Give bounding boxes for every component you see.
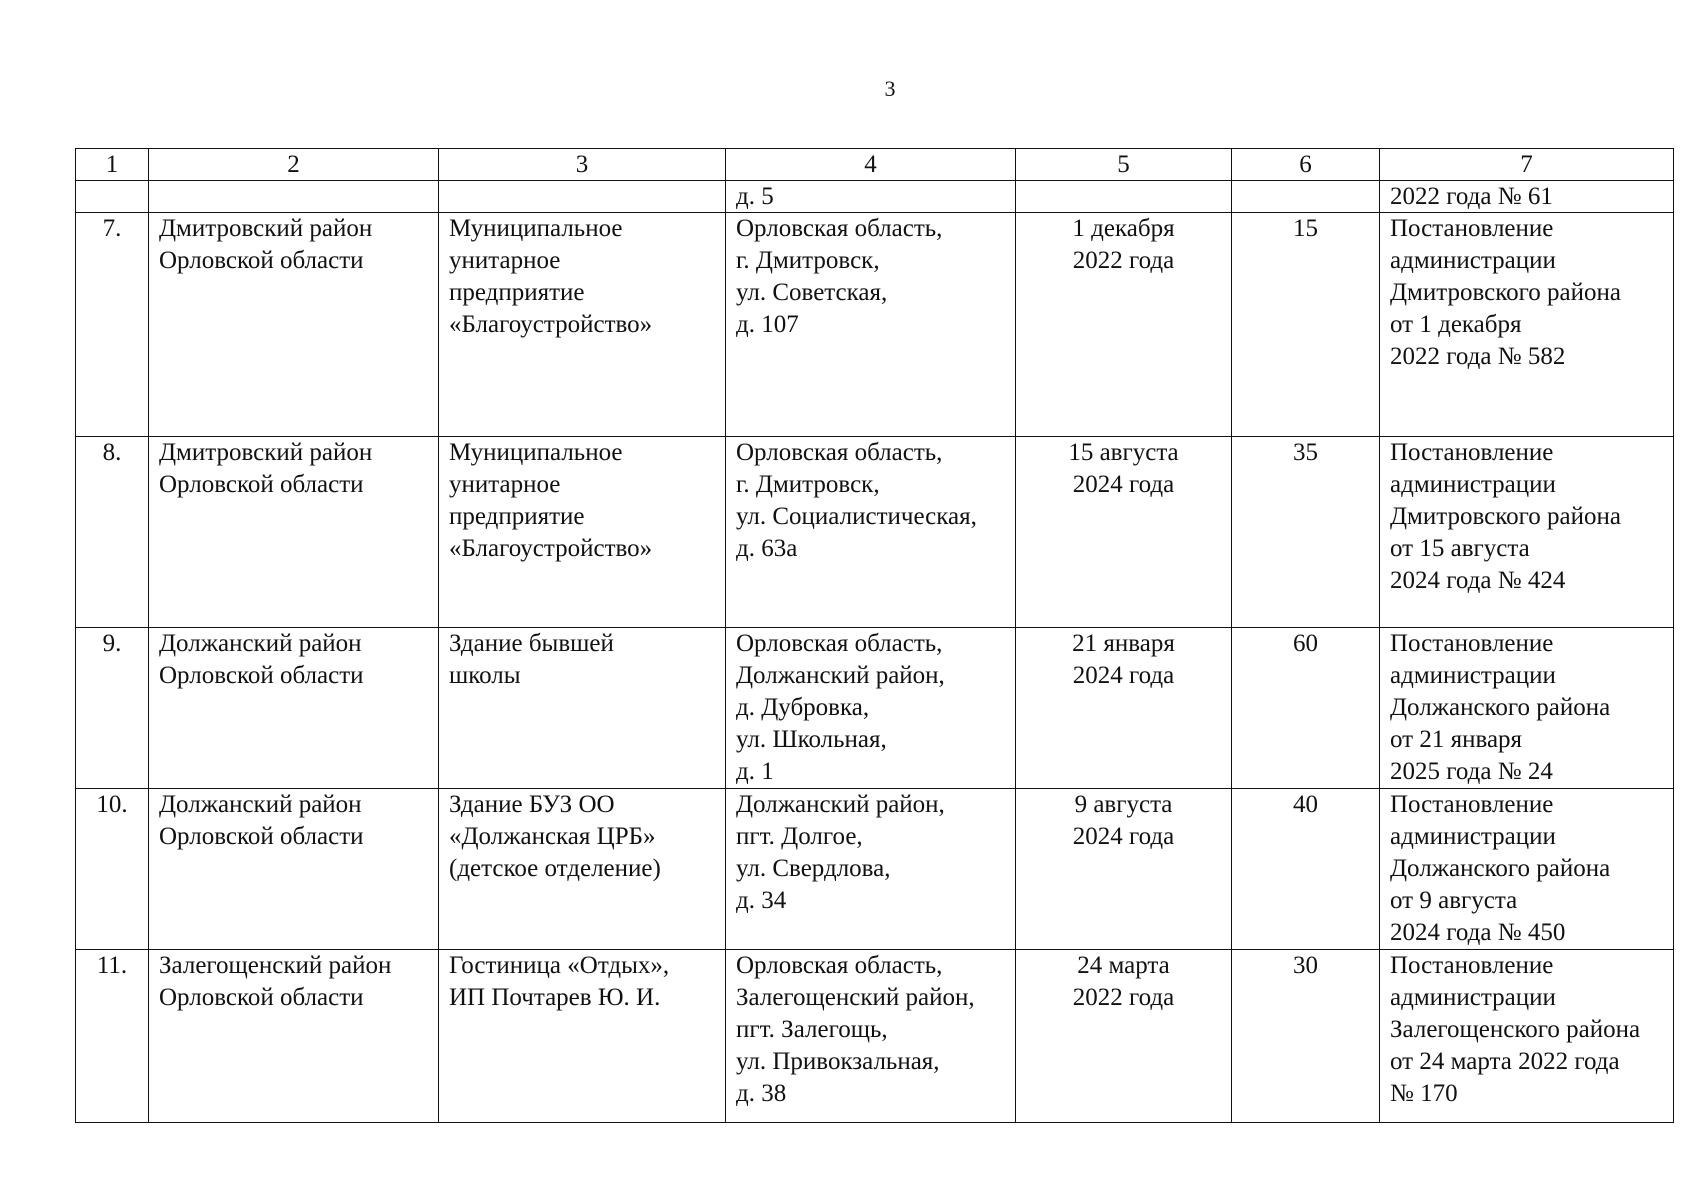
text-line: Муниципальное [449, 215, 623, 242]
text-line: Должанского района [1390, 694, 1611, 721]
text-line: Дмитровского района [1390, 279, 1621, 306]
text-line: 1 декабря [1072, 215, 1175, 242]
text-line: Залегощенский район [159, 952, 392, 979]
text-line: № 170 [1390, 1080, 1458, 1107]
cell-district [149, 437, 439, 628]
cell-district [149, 213, 439, 437]
text-line: Орловской области [159, 662, 364, 689]
text-line: д. Дубровка, [736, 694, 870, 721]
cell-district [149, 628, 439, 789]
cell-date [1016, 437, 1232, 628]
cell-date [1016, 628, 1232, 789]
text-line: унитарное [449, 471, 561, 498]
cell-address [726, 789, 1016, 950]
table-row [76, 213, 1674, 437]
text-line: 2024 года [1072, 662, 1175, 689]
text-line: Орловская область, [736, 630, 943, 657]
text-line: Муниципальное [449, 439, 623, 466]
text-line: ул. Свердлова, [736, 855, 891, 882]
text-line: Дмитровского района [1390, 503, 1621, 530]
text-line: «Благоустройство» [449, 535, 653, 562]
text-line: 2024 года [1072, 471, 1175, 498]
column-number: 4 [726, 149, 1016, 181]
text-line: Орловская область, [736, 439, 943, 466]
text-line: от 15 августа [1390, 535, 1530, 562]
text-line: предприятие [449, 279, 585, 306]
cell-address [726, 628, 1016, 789]
text-line: унитарное [449, 247, 561, 274]
cell-document [1380, 628, 1674, 789]
text-line: ул. Социалистическая, [736, 503, 977, 530]
column-number: 7 [1380, 149, 1674, 181]
text-line: 2024 года № 424 [1390, 567, 1566, 594]
text-line: Залегощенский район, [736, 984, 975, 1011]
text-line: 2022 года № 582 [1390, 343, 1566, 370]
text-line: г. Дмитровск, [736, 247, 880, 274]
text-line: д. 107 [736, 311, 799, 338]
text-line: Постановление [1390, 952, 1554, 979]
cell-document: 2022 года № 61 [1380, 181, 1674, 213]
cell-count: 35 [1232, 437, 1380, 628]
table-row [76, 950, 1674, 1123]
cell-row-number: 8. [76, 437, 149, 628]
cell-document [1380, 950, 1674, 1123]
cell-document [1380, 789, 1674, 950]
cell-row-number: 7. [76, 213, 149, 437]
column-number: 6 [1232, 149, 1380, 181]
cell-empty [1016, 181, 1232, 213]
column-number: 3 [439, 149, 726, 181]
text-line: Постановление [1390, 791, 1554, 818]
text-line: 2024 года [1072, 823, 1175, 850]
text-line: ул. Привокзальная, [736, 1048, 940, 1075]
text-line: г. Дмитровск, [736, 471, 880, 498]
text-line: Дмитровский район [159, 215, 373, 242]
text-line: Здание бывшей [449, 630, 614, 657]
text-line: д. 63а [736, 535, 798, 562]
cell-count: 60 [1232, 628, 1380, 789]
cell-row-number: 11. [76, 950, 149, 1123]
text-line: д. 38 [736, 1080, 787, 1107]
table-row [76, 789, 1674, 950]
text-line: Постановление [1390, 439, 1554, 466]
cell-object [439, 789, 726, 950]
text-line: Орловской области [159, 823, 364, 850]
cell-address: д. 5 [726, 181, 1016, 213]
text-line: Орловской области [159, 471, 364, 498]
text-line: от 9 августа [1390, 887, 1518, 914]
text-line: администрации [1390, 471, 1556, 498]
text-line: Должанский район, [736, 791, 945, 818]
cell-date [1016, 213, 1232, 437]
text-line: Орловской области [159, 247, 364, 274]
text-line: Орловская область, [736, 215, 943, 242]
cell-row-number: 10. [76, 789, 149, 950]
cell-empty [1232, 181, 1380, 213]
cell-address [726, 950, 1016, 1123]
cell-document [1380, 213, 1674, 437]
cell-empty [439, 181, 726, 213]
text-line: Должанский район, [736, 662, 945, 689]
column-number-row [76, 149, 1674, 181]
cell-count: 30 [1232, 950, 1380, 1123]
text-line: пгт. Долгое, [736, 823, 863, 850]
cell-document [1380, 437, 1674, 628]
text-line: 2024 года № 450 [1390, 919, 1566, 946]
cell-count: 15 [1232, 213, 1380, 437]
text-line: от 24 марта 2022 года [1390, 1048, 1620, 1075]
cell-address [726, 437, 1016, 628]
text-line: администрации [1390, 247, 1556, 274]
cell-object [439, 437, 726, 628]
text-line: пгт. Залегощь, [736, 1016, 888, 1043]
text-line: д. 1 [736, 758, 774, 785]
text-line: ИП Почтарев Ю. И. [449, 984, 661, 1011]
text-line: от 21 января [1390, 726, 1523, 753]
cell-district [149, 950, 439, 1123]
registry-table [75, 148, 1674, 1123]
text-line: Должанского района [1390, 855, 1611, 882]
text-line: 21 января [1072, 630, 1175, 657]
text-line: 2022 года [1072, 984, 1175, 1011]
text-line: 2022 года [1072, 247, 1175, 274]
text-line: Постановление [1390, 215, 1554, 242]
table-row [76, 628, 1674, 789]
cell-address [726, 213, 1016, 437]
text-line: ул. Школьная, [736, 726, 887, 753]
column-number: 2 [149, 149, 439, 181]
cell-date [1016, 789, 1232, 950]
text-line: Орловская область, [736, 952, 943, 979]
cell-empty [149, 181, 439, 213]
cell-district [149, 789, 439, 950]
text-line: Гостиница «Отдых», [449, 952, 670, 979]
text-line: 24 марта [1077, 952, 1170, 979]
column-number: 5 [1016, 149, 1232, 181]
text-line: администрации [1390, 984, 1556, 1011]
text-line: «Благоустройство» [449, 311, 653, 338]
text-line: Орловской области [159, 984, 364, 1011]
text-line: (детское отделение) [449, 855, 661, 882]
cell-count: 40 [1232, 789, 1380, 950]
text-line: Здание БУЗ ОО [449, 791, 615, 818]
text-line: 2025 года № 24 [1390, 758, 1553, 785]
cell-object [439, 213, 726, 437]
text-line: Залегощенского района [1390, 1016, 1641, 1043]
cell-row-number: 9. [76, 628, 149, 789]
continuation-row [76, 181, 1674, 213]
text-line: 15 августа [1068, 439, 1179, 466]
text-line: ул. Советская, [736, 279, 888, 306]
cell-empty [76, 181, 149, 213]
column-number: 1 [76, 149, 149, 181]
text-line: Постановление [1390, 630, 1554, 657]
text-line: Должанский район [159, 791, 362, 818]
text-line: школы [449, 662, 521, 689]
page-number: 3 [884, 76, 896, 101]
text-line: Должанский район [159, 630, 362, 657]
text-line: Дмитровский район [159, 439, 373, 466]
text-line: от 1 декабря [1390, 311, 1522, 338]
cell-object [439, 950, 726, 1123]
text-line: д. 34 [736, 887, 787, 914]
text-line: «Должанская ЦРБ» [449, 823, 656, 850]
text-line: администрации [1390, 662, 1556, 689]
table-row [76, 437, 1674, 628]
cell-date [1016, 950, 1232, 1123]
text-line: 9 августа [1074, 791, 1173, 818]
cell-object [439, 628, 726, 789]
text-line: предприятие [449, 503, 585, 530]
text-line: администрации [1390, 823, 1556, 850]
